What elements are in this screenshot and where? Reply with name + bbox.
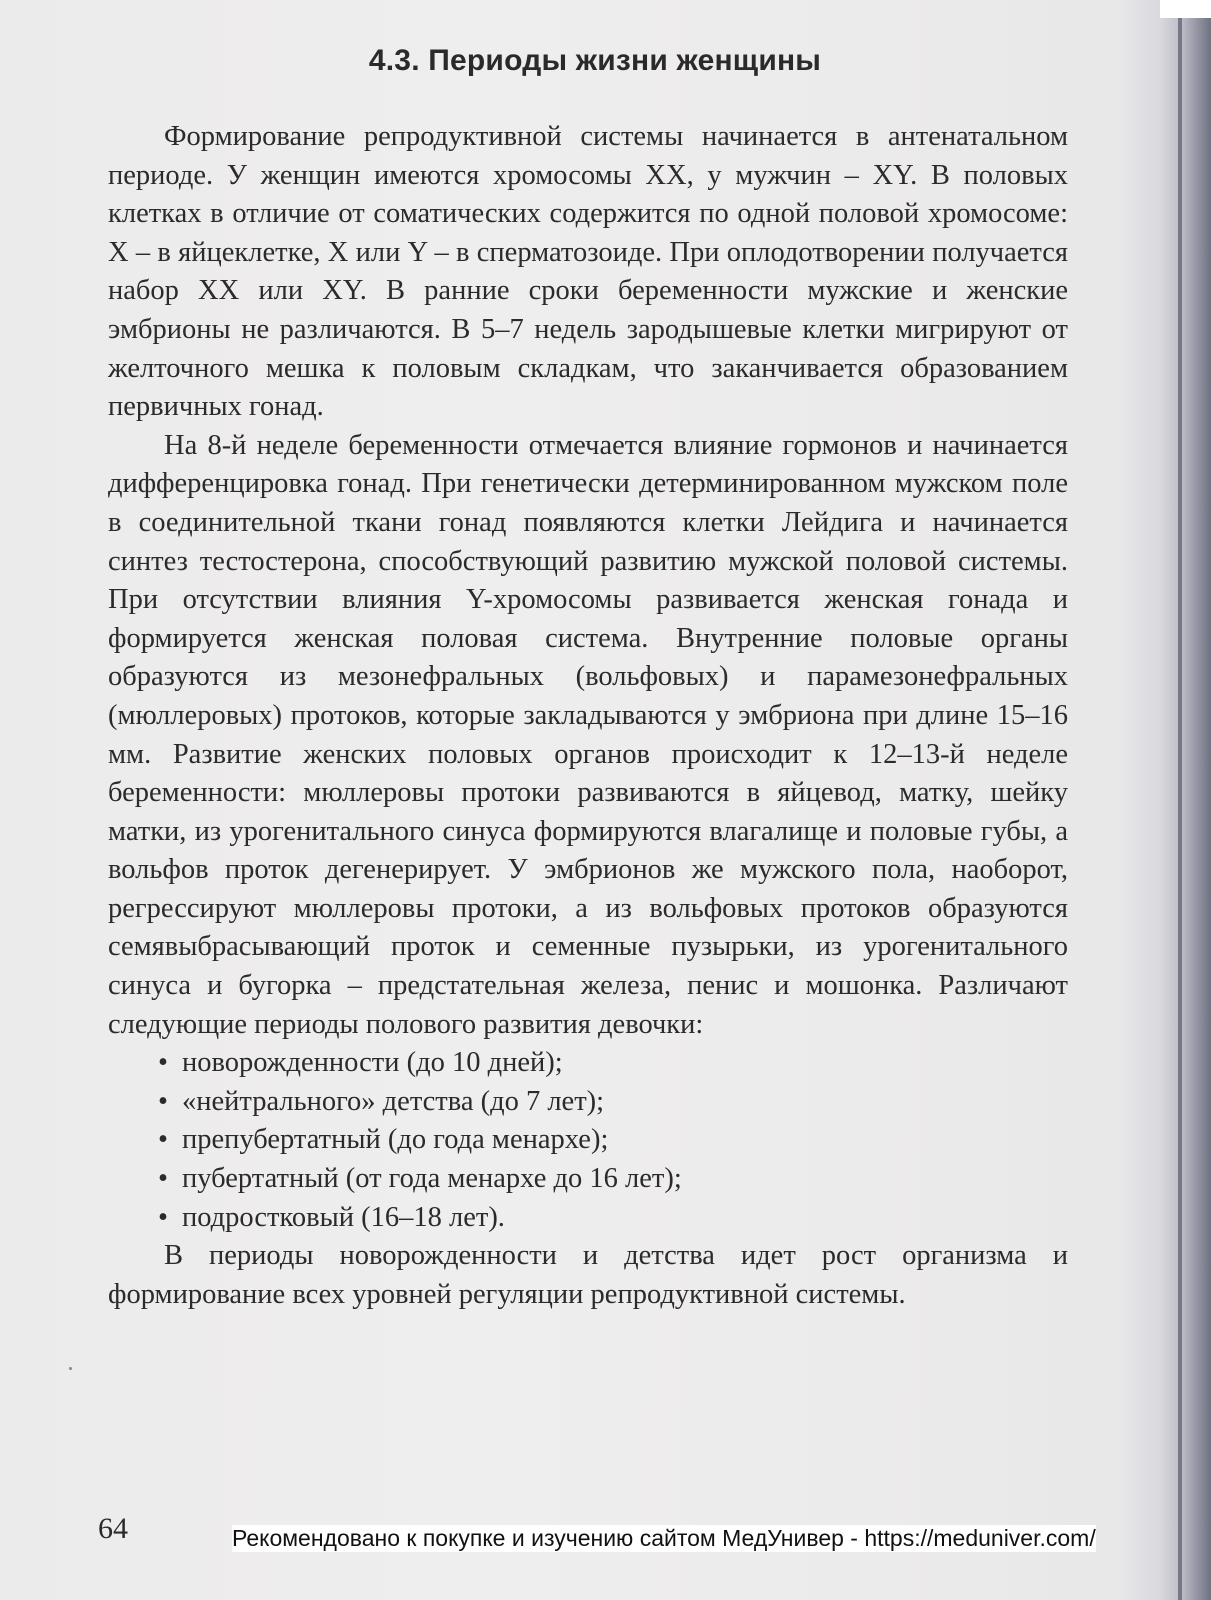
page-corner xyxy=(1160,0,1211,18)
bullet-marker: • xyxy=(158,1201,168,1233)
bullet-marker: • xyxy=(158,1124,168,1156)
list-item-text: препубертатный (до года менархе); xyxy=(182,1124,609,1156)
scan-speck xyxy=(69,1367,72,1370)
bullet-marker: • xyxy=(158,1085,168,1117)
list-item xyxy=(158,1044,1068,1083)
list-item-text: подростковый (16–18 лет). xyxy=(182,1201,505,1233)
bullet-marker: • xyxy=(158,1047,168,1079)
list-item xyxy=(158,1121,1068,1160)
body-text xyxy=(108,118,1068,1314)
bullet-marker: • xyxy=(158,1163,168,1195)
paragraph-1: Формирование репродуктивной системы начинается в антенатальном периоде. У женщин имеются хромосомы XX, у мужчин – XY. В половых клетках в отличие от соматических содержится по одной половой хромосоме: X – в яйцеклетке, X или Y – в сперматозоиде. При оплодотворении получается набор XX или XY. В ранние сроки беременности мужские и женские эмбрионы не различаются. В 5–7 недель зародышевые клетки мигрируют от желточного мешка к половым складкам, что заканчивается образованием первичных гонад. xyxy=(108,121,1068,423)
book-spine-edge xyxy=(1178,0,1182,1600)
list-item xyxy=(158,1083,1068,1122)
section-title: 4.3. Периоды жизни женщины xyxy=(368,44,822,77)
list-item-text: «нейтрального» детства (до 7 лет); xyxy=(182,1085,605,1117)
book-spine-shadow xyxy=(1118,0,1211,1600)
watermark-link[interactable]: Рекомендовано к покупке и изучению сайтом МедУнивер - https://meduniver.com/ xyxy=(232,1525,1096,1551)
list-item-text: пубертатный (от года менархе до 16 лет); xyxy=(182,1163,682,1195)
page-number: 64 xyxy=(98,1512,128,1545)
paragraph-3: В периоды новорожденности и детства идет рост организма и формирование всех уровней регуляции репродуктивной системы. xyxy=(108,1240,1068,1310)
development-periods-list xyxy=(108,1044,1068,1237)
list-item xyxy=(158,1160,1068,1199)
list-item-text: новорожденности (до 10 дней); xyxy=(182,1047,563,1079)
list-item xyxy=(158,1199,1068,1238)
paragraph-2: На 8-й неделе беременности отмечается влияние гормонов и начинается дифференцировка гонад. При генетически детерминированном мужском поле в соединительной ткани гонад появляются клетки Лейдига и начинается синтез тестостерона, способствующий развитию мужской половой системы. При отсутствии влияния Y-хромосомы развивается женская гонада и формируется женская половая система. Внутренние половые органы образуются из мезонефральных (вольфовых) и парамезонефральных (мюллеровых) протоков, которые закладываются у эмбриона при длине 15–16 мм. Развитие женских половых органов происходит к 12–13-й неделе беременности: мюллеровы протоки развиваются в яйцевод, матку, шейку матки, из урогенитального синуса формируются влагалище и половые губы, а вольфов проток дегенерирует. У эмбрионов же мужского пола, наоборот, регрессируют мюллеровы протоки, а из вольфовых протоков образуются семявыбрасывающий проток и семенные пузырьки, из урогенитального синуса и бугорка – предстательная железа, пенис и мошонка. Различают следующие периоды полового развития девочки: xyxy=(108,429,1068,1040)
